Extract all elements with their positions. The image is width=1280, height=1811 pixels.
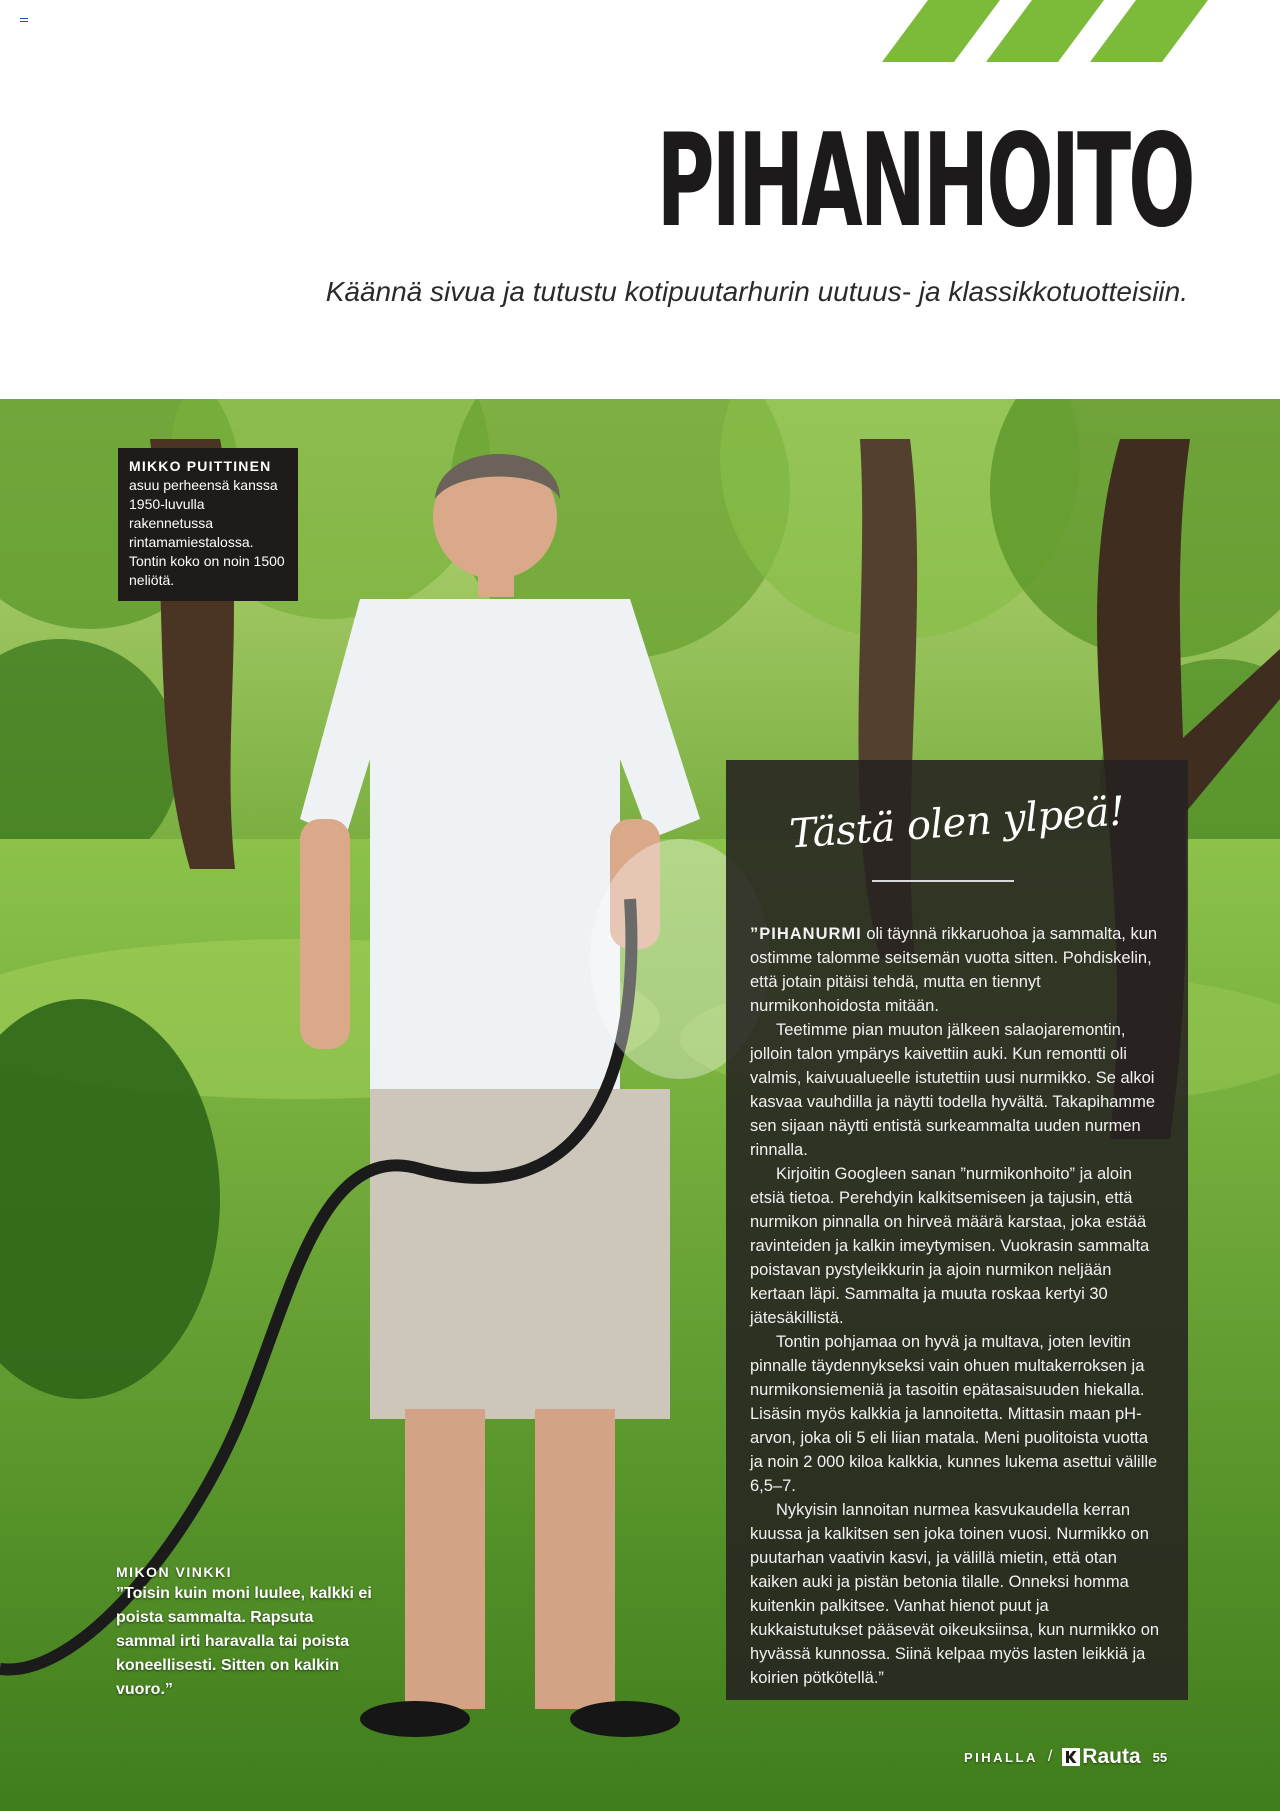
- tip-box: [116, 1564, 376, 1702]
- story-paragraph-text: oli täynnä rikkaruohoa ja sammalta, kun ostimme talomme seitsemän vuotta sitten. Pohdiskelin, että jotain pitäisi tehdä, mutta en tiennyt nurmikonhoidosta mitään.: [750, 925, 1158, 1015]
- tip-text: ”Toisin kuin moni luulee, kalkki ei poista sammalta. Rapsuta sammal irti haravalla tai poista koneellisesti. Sitten on kalkin vuoro.”: [116, 1585, 372, 1698]
- k-logo-icon: [1062, 1748, 1080, 1766]
- green-stripes-decoration: [870, 0, 1210, 62]
- story-panel: [726, 760, 1188, 1700]
- bio-text: asuu perheensä kanssa 1950-luvulla rakennetussa rintamamiestalossa. Tontin koko on noin 1500 neliötä.: [129, 477, 285, 588]
- page-number: 55: [1152, 1749, 1168, 1765]
- story-paragraph: [750, 922, 1164, 1018]
- tip-title: MIKON VINKKI: [116, 1564, 232, 1580]
- story-heading: Tästä olen ylpeä!: [787, 788, 1127, 858]
- footer-separator: /: [1047, 1748, 1053, 1765]
- brand-name: Rauta: [1082, 1745, 1141, 1768]
- page-title: PIHANHOITO: [656, 107, 1192, 256]
- story-paragraph: Tontin pohjamaa on hyvä ja multava, joten levitin pinnalle täydennykseksi vain ohuen multakerroksen ja nurmikonsiemeniä ja tasoitin epätasaisuuden hiekalla. Lisäsin myös kalkkia ja lannoitetta. Mittasin maan pH-arvon, joka oli 5 eli liian matala. Meni puolitoista vuotta ja noin 2 000 kiloa kalkkia, kunnes lukema asettui välille 6,5–7.: [750, 1333, 1158, 1495]
- story-paragraph: Kirjoitin Googleen sanan ”nurmikonhoito” ja aloin etsiä tietoa. Perehdyin kalkitsemiseen ja tajusin, että nurmikon pinnalla on hirveä määrä karstaa, joka estää ravinteiden ja kalkin imeytymisen. Vuokrasin sammalta poistavan pystyleikkurin ja ajoin nurmikon neljään kertaan läpi. Sammalta ja muuta roskaa kertyi 30 jätesäkillistä.: [750, 1165, 1150, 1327]
- story-paragraph: Nykyisin lannoitan nurmea kasvukaudella kerran kuussa ja kalkitsen sen joka toinen vuosi. Nurmikko on puutarhan vaativin kasvi, ja välillä mietin, että otan kaiken auki ja pistän betonia tilalle. Onneksi homma kuitenkin palkitsee. Vanhat hienot puut ja kukkaistutukset pääsevät oikeuksiinsa, kun nurmikko on hyvässä kunnossa. Siinä kelpaa myös lasten leikkiä ja koirien pötkötellä.”: [750, 1501, 1160, 1687]
- bio-box: [118, 448, 298, 601]
- bio-name: MIKKO PUITTINEN: [129, 458, 272, 474]
- heading-rule: [872, 880, 1014, 882]
- menu-icon[interactable]: [20, 18, 28, 25]
- story-paragraph: Teetimme pian muuton jälkeen salaojaremontin, jolloin talon ympärys kaivettiin auki. Kun remontti oli valmis, kaivuualueelle istutettiin uusi nurmikko. Se alkoi kasvaa vauhdilla ja näytti todella hyvältä. Takapihamme sen sijaan näytti entistä surkeammalta uuden nurmen rinnalla.: [750, 1021, 1156, 1159]
- page-footer: [964, 1746, 1167, 1768]
- publication-name: PIHALLA: [964, 1749, 1038, 1765]
- page-subtitle: Käännä sivua ja tutustu kotipuutarhurin uutuus- ja klassikkotuotteisiin.: [325, 276, 1188, 307]
- k-rauta-logo: [1062, 1745, 1140, 1769]
- story-body: [750, 922, 1164, 1690]
- story-lead-word: ”PIHANURMI: [750, 925, 862, 943]
